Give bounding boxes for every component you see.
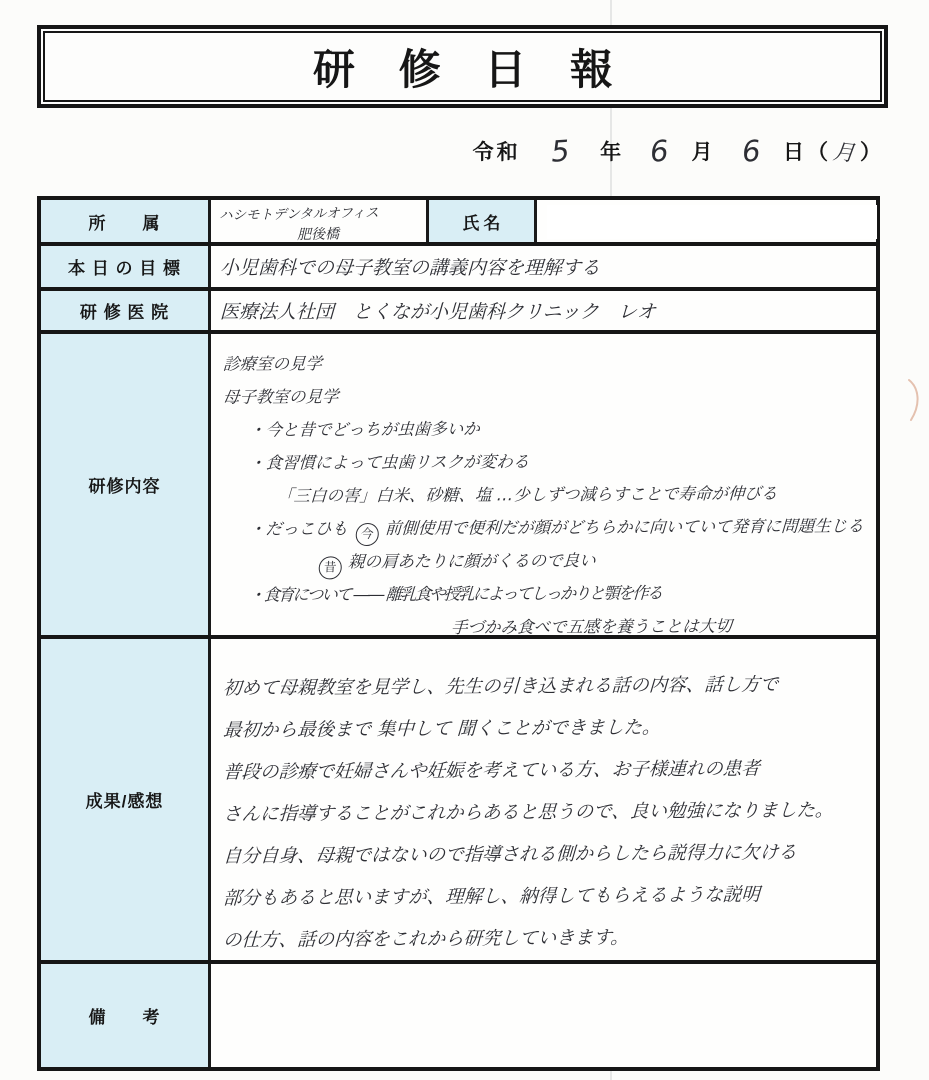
row-remarks — [41, 964, 876, 1067]
stray-pen-mark — [905, 378, 927, 422]
content-line: ・食育について ―― 離乳食や授乳によってしっかりと顎を作る — [248, 583, 662, 605]
circled-now-mark: 今 — [355, 522, 379, 545]
name-redacted-area — [547, 205, 877, 239]
content-line: 母子教室の見学 — [222, 387, 339, 407]
content-line: 診療室の見学 — [222, 354, 323, 374]
content-line: 「三白の害」白米、砂糖、塩 …少しずつ減らすことで寿命が伸びる — [276, 483, 778, 506]
report-form-table — [37, 196, 880, 1071]
results-line: さんに指導することがこれからあると思うので、良い勉強になりました。 — [222, 800, 834, 826]
row-affiliation-name — [41, 200, 876, 246]
results-line: 普段の診療で妊婦さんや妊娠を考えている方、お子様連れの患者 — [222, 758, 761, 784]
date-weekday-handwritten: 月 — [831, 139, 860, 167]
date-day-unit: 日（ — [782, 141, 831, 164]
row-goal — [41, 246, 876, 291]
row-results — [41, 639, 876, 964]
goal-value — [211, 246, 876, 287]
date-month-unit: 月 — [691, 141, 716, 164]
content-line — [310, 545, 873, 581]
name-value — [537, 200, 876, 242]
date-line — [473, 133, 884, 169]
page-title: 研 修 日 報 — [312, 45, 628, 93]
results-label: 成果/感想 — [41, 639, 211, 960]
date-year-handwritten: 5 — [549, 133, 574, 169]
clinic-value — [211, 291, 876, 330]
date-year-unit: 年 — [600, 141, 625, 164]
content-line6-post: 前側使用で便利だが顔がどちらかに向いていて発育に問題生じる — [384, 516, 865, 538]
clinic-handwritten-text: 医療法人社団 とくなが小児歯科クリニック レオ — [219, 301, 657, 323]
training-content-label: 研修内容 — [41, 334, 211, 635]
report-title-box — [37, 25, 888, 108]
content-line6-pre: ・だっこひも — [248, 519, 349, 539]
remarks-value — [211, 964, 876, 1067]
results-line: 最初から最後まで 集中して 聞くことができました。 — [222, 717, 661, 742]
affiliation-value — [211, 200, 429, 242]
date-paren-close: ） — [860, 141, 884, 164]
date-era-label: 令和 — [472, 141, 521, 164]
content-line: ・食習慣によって虫歯リスクが変わる — [248, 452, 530, 473]
training-content-value — [211, 334, 876, 638]
training-content-handwritten — [211, 334, 876, 645]
affiliation-label: 所 属 — [41, 200, 211, 242]
affiliation-line1: ハシモトデンタルオフィス — [218, 204, 379, 224]
report-title-inner-border — [43, 31, 882, 102]
row-clinic — [41, 291, 876, 334]
results-line: の仕方、話の内容をこれから研究していきます。 — [222, 927, 630, 952]
content-line7-post: 親の肩あたりに顔がくるので良い — [347, 550, 597, 572]
remarks-label: 備 考 — [41, 964, 211, 1067]
results-line: 部分もあると思いますが、理解し、納得してもらえるような説明 — [222, 884, 761, 910]
content-line: ・今と昔でどっちが虫歯多いか — [248, 419, 481, 440]
date-month-handwritten: 6 — [648, 133, 673, 169]
results-line: 初めて母親教室を見学し、先生の引き込まれる話の内容、話し方で — [222, 674, 779, 700]
results-line: 自分自身、母親ではないので指導される側からしたら説得力に欠ける — [222, 842, 798, 868]
goal-handwritten-text: 小児歯科での母子教室の講義内容を理解する — [219, 257, 601, 279]
results-handwritten — [211, 639, 876, 963]
date-day-handwritten: 6 — [740, 133, 765, 169]
circled-past-mark: 昔 — [318, 556, 342, 579]
results-value — [211, 639, 876, 960]
affiliation-line2: 肥後橋 — [296, 226, 340, 244]
content-line: 手づかみ食べで五感を養うことは大切 — [450, 616, 733, 638]
name-label: 氏名 — [429, 200, 537, 242]
content-line — [248, 511, 873, 547]
row-training-content — [41, 334, 876, 639]
clinic-label: 研 修 医 院 — [41, 291, 211, 330]
goal-label: 本 日 の 目 標 — [41, 246, 211, 287]
